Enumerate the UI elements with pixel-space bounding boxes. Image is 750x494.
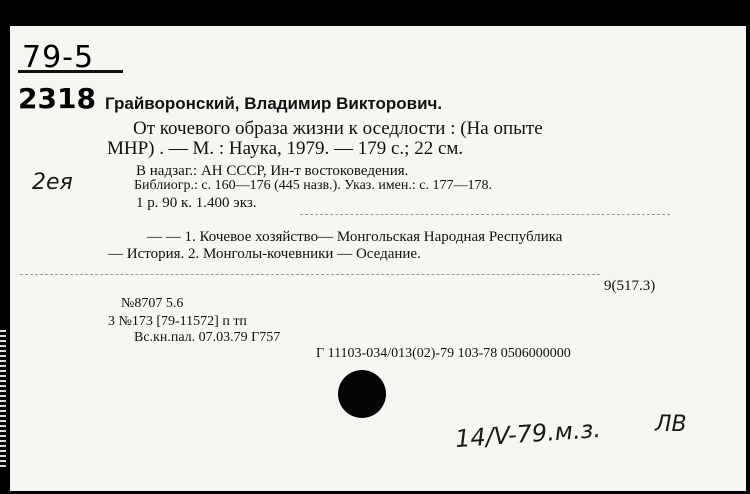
series-line: 3 №173 [79-11572] п тп (108, 314, 247, 329)
margin-note: 2ея (32, 170, 73, 195)
call-number: 79-5 (22, 40, 95, 75)
code-line: Г 11103-034/013(02)-79 103-78 0506000000 (316, 346, 571, 361)
subjects-line-1: — — 1. Кочевое хозяйство— Монгольская Народная Республика (147, 229, 563, 245)
book-chamber-line: Вс.кн.пал. 07.03.79 Г757 (134, 330, 281, 345)
classification-index: 9(517.3) (604, 278, 656, 294)
dotted-rule (300, 214, 670, 215)
dotted-rule (20, 274, 600, 275)
card-edge-strip (0, 330, 6, 470)
order-number: №8707 5.6 (121, 296, 184, 311)
handwritten-initials: ЛВ (655, 412, 687, 437)
subjects-line-2: — История. 2. Монголы-кочевники — Оседание. (108, 246, 421, 262)
sponsor-line: В надзаг.: АН СССР, Ин-т востоковедения. (136, 163, 409, 179)
title-line-1: От кочевого образа жизни к оседлости : (На опыте (133, 118, 543, 139)
price-line: 1 р. 90 к. 1.400 экз. (136, 195, 257, 211)
title-line-2: МНР) . — М. : Наука, 1979. — 179 с.; 22 см. (107, 138, 464, 159)
bibliography-line: Библиогр.: с. 160—176 (445 назв.). Указ. имен.: с. 177—178. (134, 178, 492, 193)
author-heading: Грайворонский, Владимир Викторович. (105, 94, 443, 113)
accession-number: 2318 (18, 82, 96, 115)
handwritten-date: 14/V-79.м.з. (454, 414, 602, 454)
call-number-underline (18, 70, 123, 73)
punch-hole (338, 370, 386, 418)
